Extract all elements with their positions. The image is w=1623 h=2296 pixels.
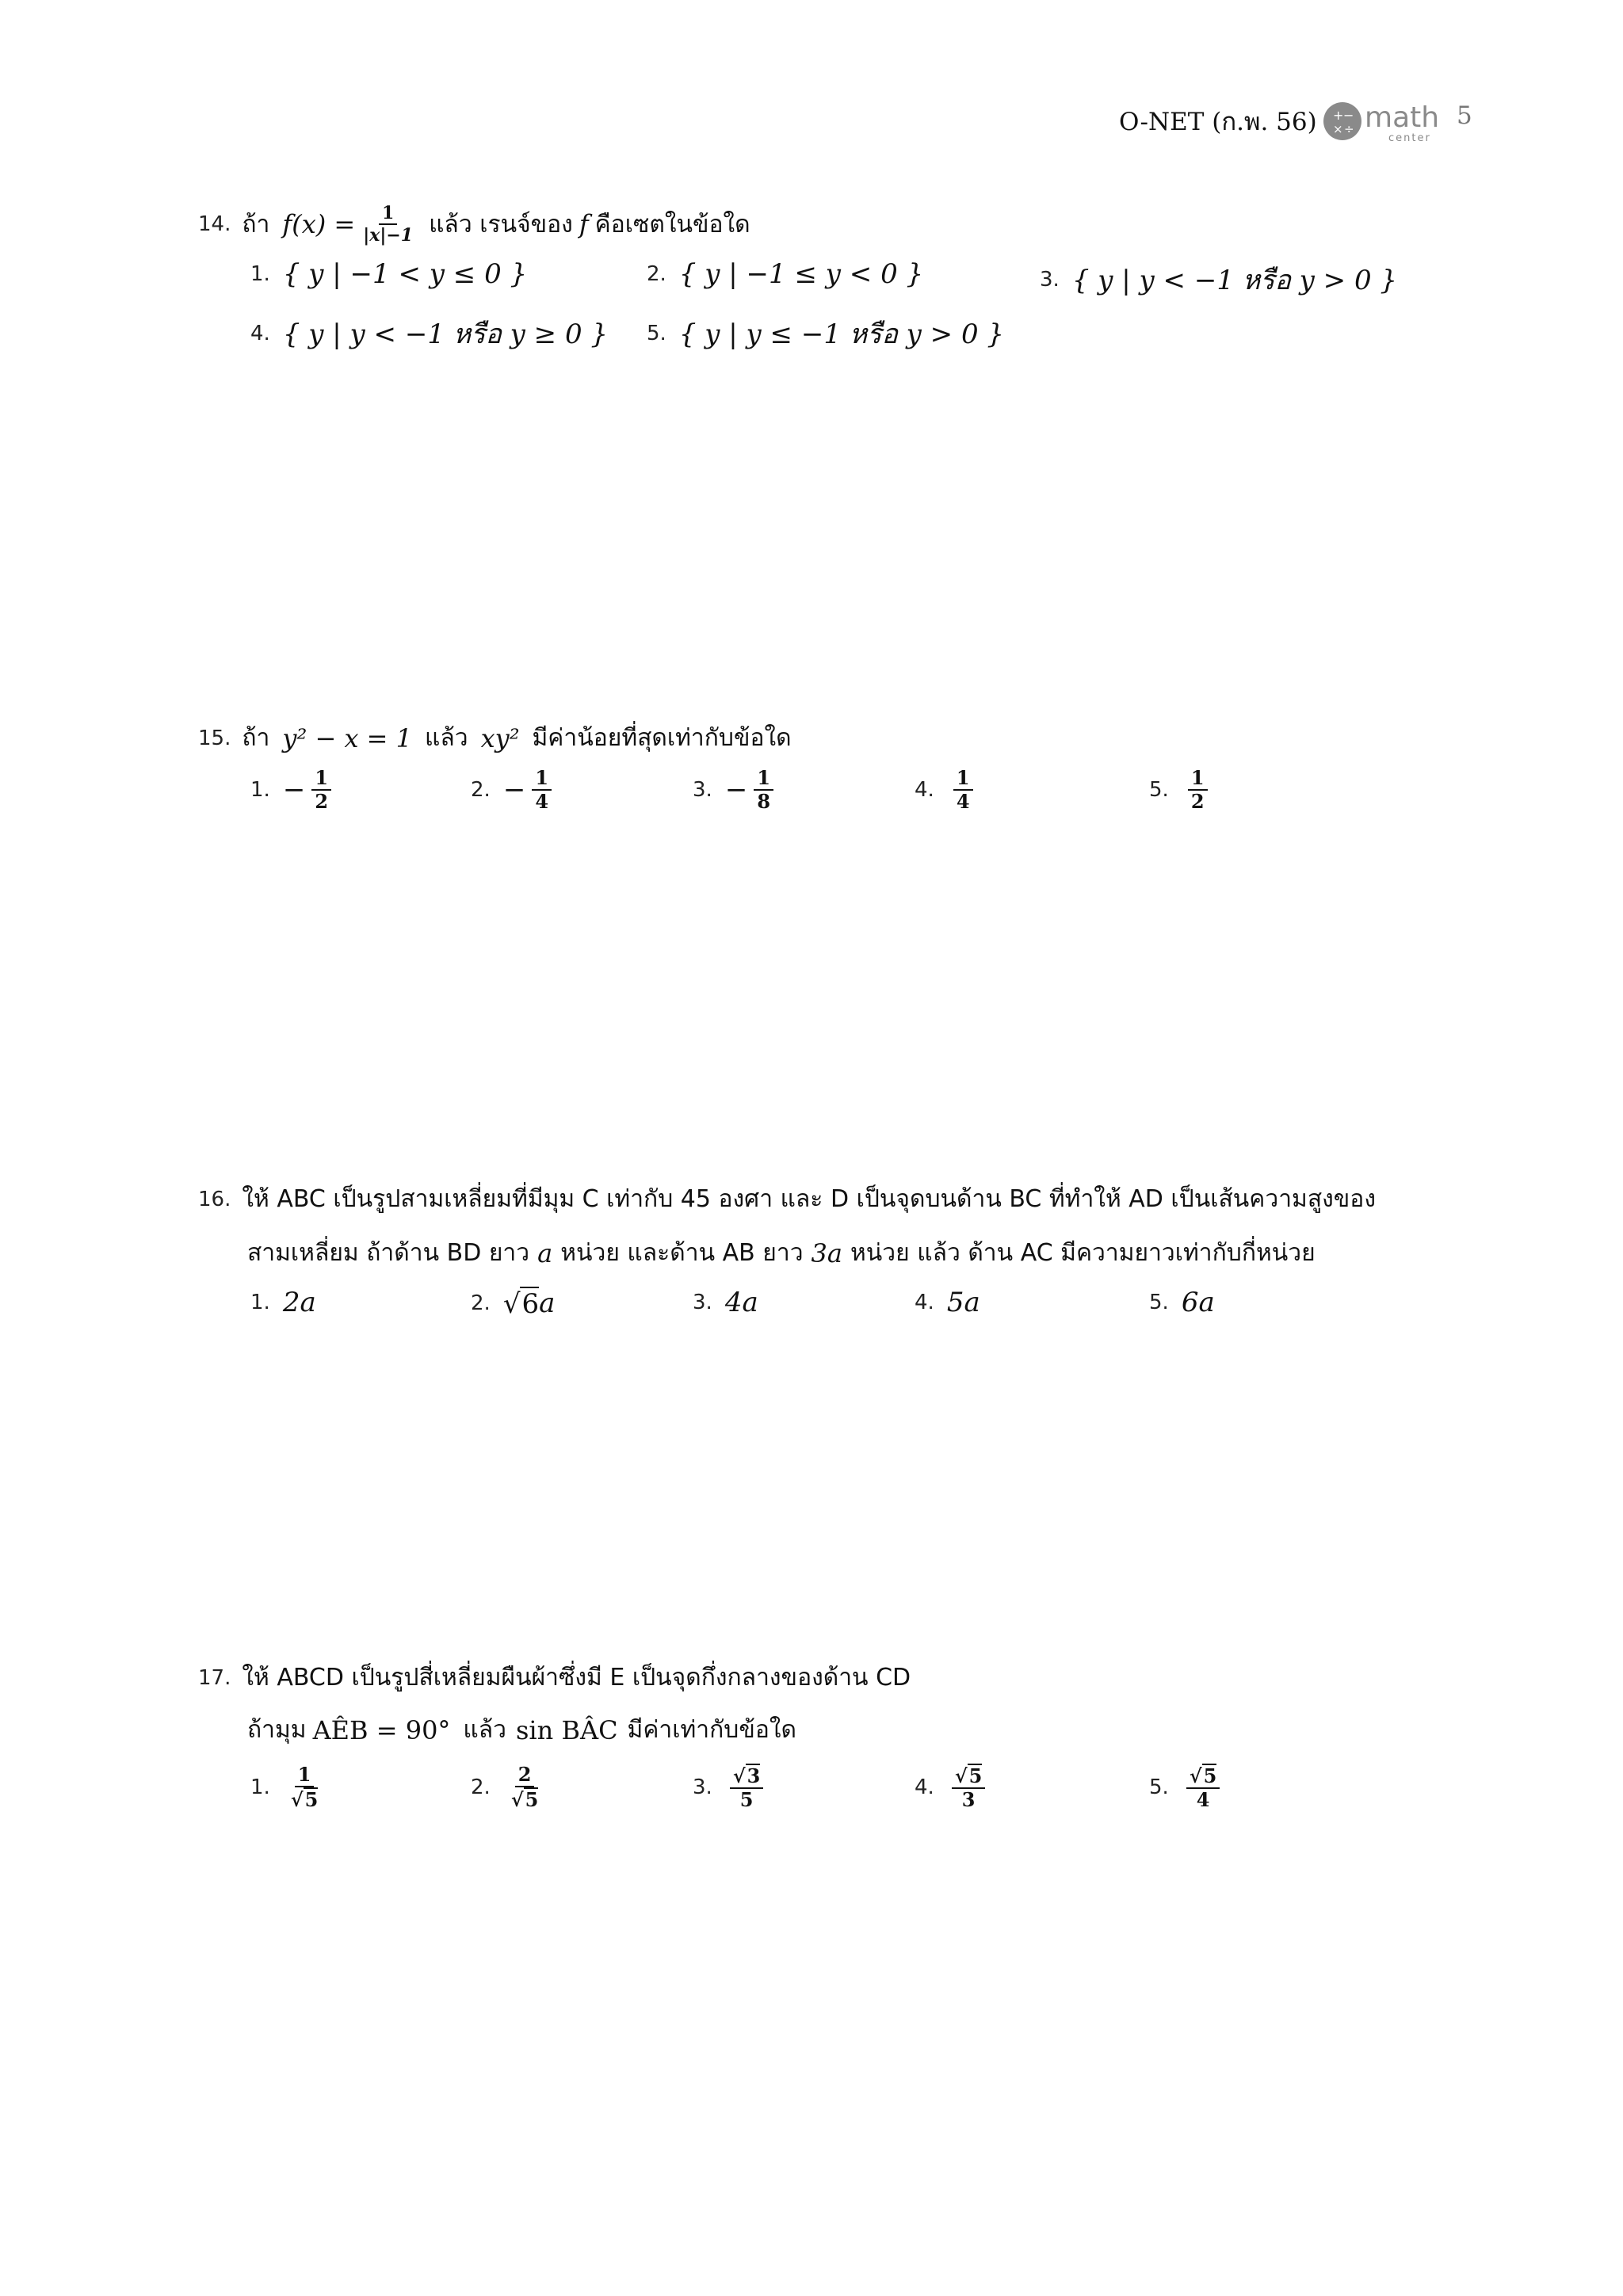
fraction: $\frac{1}{|x|-1}$ <box>363 203 414 246</box>
question-number: 15. <box>198 726 231 750</box>
option-16-2[interactable]: 2. √ 6 a <box>471 1287 556 1320</box>
question-16-line-1: 16. ให้ ABC เป็นรูปสามเหลี่ยมที่มีมุม C เท่ากับ 45 องศา และ D เป็นจุดบนด้าน BC ที่ทำให้ AD เป็นเส้นความสูงของ <box>198 1185 1376 1213</box>
function-expression: f(x) = <box>282 209 356 239</box>
option-17-4[interactable]: 4. √ 5 3 <box>915 1764 990 1811</box>
question-number: 17. <box>198 1665 231 1690</box>
option-14-2[interactable]: 2. { y | −1 ≤ y < 0 } <box>647 258 924 290</box>
svg-text:÷: ÷ <box>1344 122 1354 136</box>
header-title: O-NET (ก.พ. 56) <box>1119 108 1317 136</box>
question-17-line-2: ถ้ามุม AÊB = 90° แล้ว sin BÂC มีค่าเท่ากับข้อใด <box>247 1714 796 1745</box>
math-center-logo <box>1322 98 1449 144</box>
option-14-5[interactable]: 5. { y | y ≤ −1 หรือ y > 0 } <box>647 318 1005 350</box>
option-16-1[interactable]: 1. 2a <box>250 1287 316 1318</box>
option-15-2[interactable]: 2. − $\frac{1}{4}$ <box>471 767 556 813</box>
svg-text:+: + <box>1333 108 1344 123</box>
option-14-1[interactable]: 1. { y | −1 < y ≤ 0 } <box>250 258 528 290</box>
option-16-4[interactable]: 4. 5a <box>915 1287 980 1318</box>
option-17-2[interactable]: 2. 2 √ 5 <box>471 1763 539 1811</box>
svg-text:−: − <box>1343 108 1354 123</box>
question-number: 16. <box>198 1187 231 1211</box>
option-17-1[interactable]: 1. 1 √ 5 <box>250 1763 319 1811</box>
logo-text: math <box>1365 101 1440 134</box>
option-14-3[interactable]: 3. { y | y < −1 หรือ y > 0 } <box>1040 265 1398 296</box>
option-15-5[interactable]: 5. $\frac{1}{2}$ <box>1149 767 1212 813</box>
question-15: 15. ถ้า y² − x = 1 แล้ว xy² มีค่าน้อยที่สุดเท่ากับข้อใด <box>198 723 792 753</box>
option-17-3[interactable]: 3. √ 3 5 <box>693 1764 768 1811</box>
option-15-4[interactable]: 4. $\frac{1}{4}$ <box>915 767 978 813</box>
option-15-1[interactable]: 1. − $\frac{1}{2}$ <box>250 767 336 813</box>
logo-sub: center <box>1388 132 1431 144</box>
option-16-3[interactable]: 3. 4a <box>693 1287 758 1318</box>
question-14: 14. ถ้า f(x) = $\frac{1}{|x|-1}$ แล้ว เรนจ์ของ f คือเซตในข้อใด <box>198 203 750 246</box>
question-16-line-2: สามเหลี่ยม ถ้าด้าน BD ยาว a หน่วย และด้าน AB ยาว 3a หน่วย แล้ว ด้าน AC มีความยาวเท่ากับกี่หน่วย <box>247 1238 1316 1268</box>
option-16-5[interactable]: 5. 6a <box>1149 1287 1215 1318</box>
option-17-5[interactable]: 5. √ 5 4 <box>1149 1764 1224 1811</box>
page-number: 5 <box>1457 101 1472 130</box>
question-number: 14. <box>198 212 231 236</box>
option-15-3[interactable]: 3. − $\frac{1}{8}$ <box>693 767 778 813</box>
question-17-line-1: 17. ให้ ABCD เป็นรูปสี่เหลี่ยมผืนผ้าซึ่งมี E เป็นจุดกึ่งกลางของด้าน CD <box>198 1664 911 1691</box>
option-14-4[interactable]: 4. { y | y < −1 หรือ y ≥ 0 } <box>250 318 609 350</box>
svg-text:×: × <box>1333 122 1343 136</box>
